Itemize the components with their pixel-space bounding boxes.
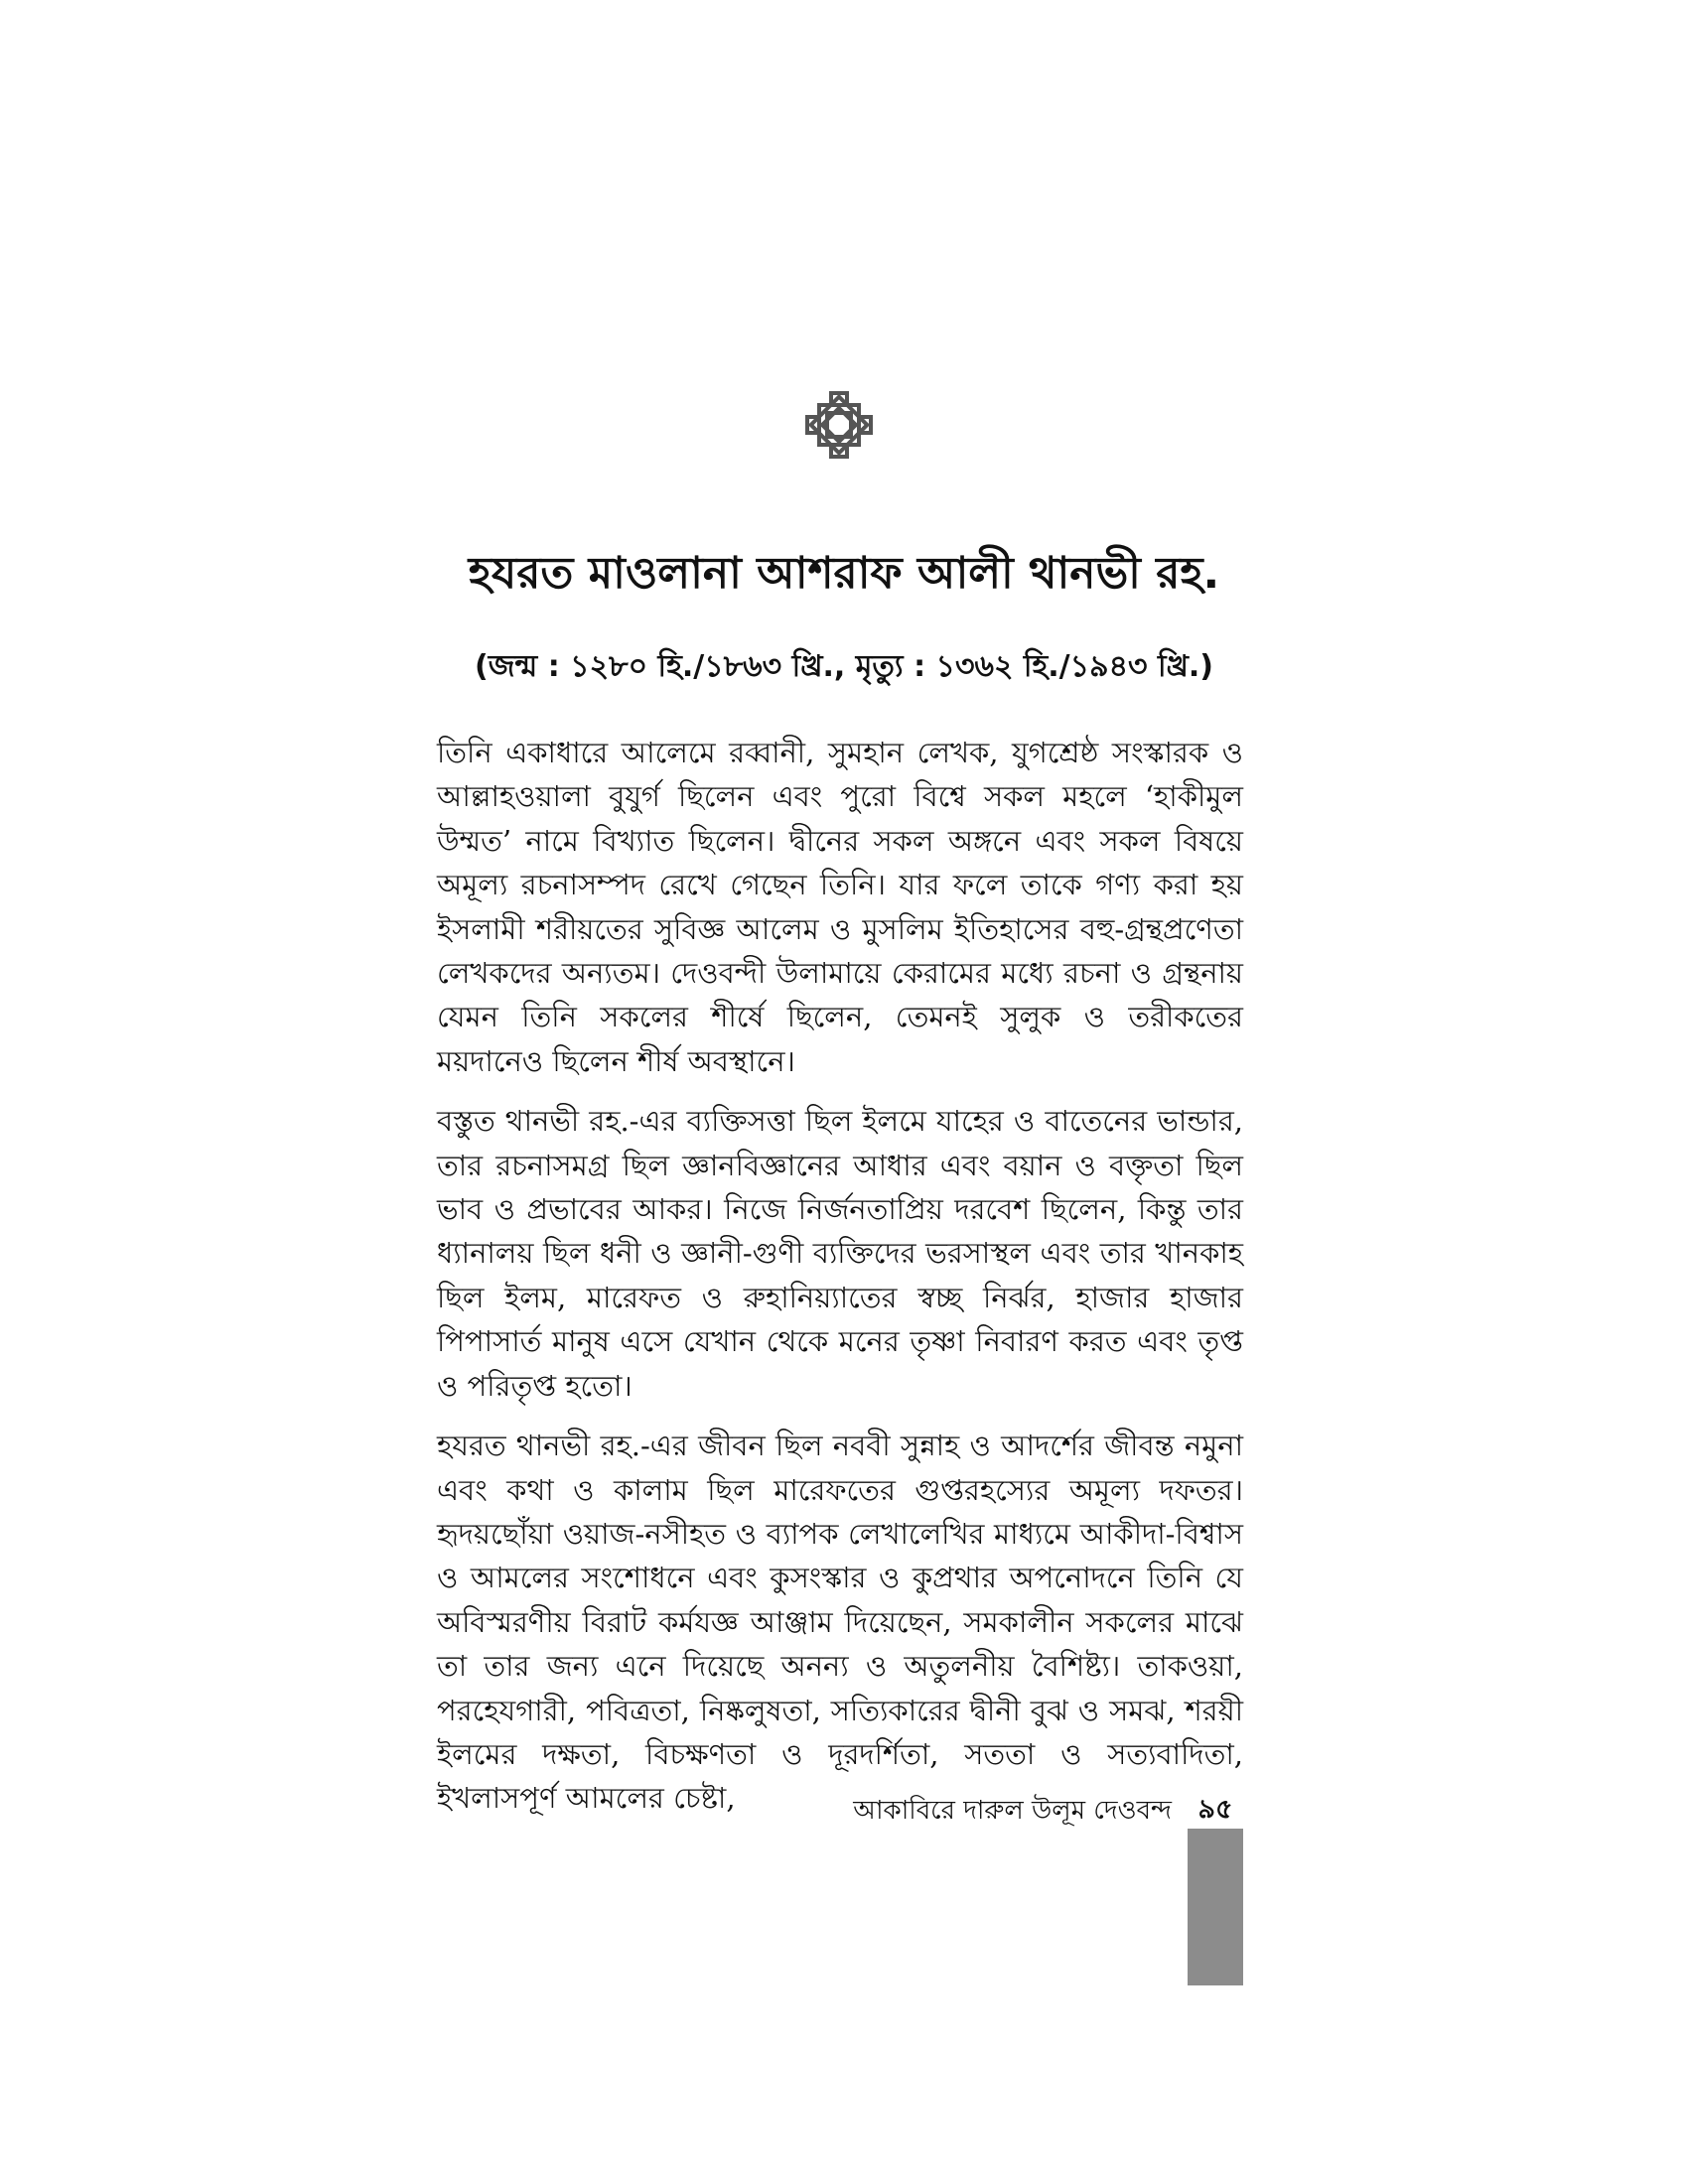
paragraph: তিনি একাধারে আলেমে রব্বানী, সুমহান লেখক, যুগশ্রেষ্ঠ সংস্কারক ও আল্লাহওয়ালা বুযুর্গ ছিলেন এবং পুরো বিশ্বে সকল মহলে ‘হাকীমুল উম্মত’ নামে বিখ্যাত ছিলেন। দ্বীনের সকল অঙ্গনে এবং সকল বিষয়ে অমূল্য রচনাসম্পদ রেখে গেছেন তিনি। যার ফলে তাকে গণ্য করা হয় ইসলামী শরীয়তের সুবিজ্ঞ আলেম ও মুসলিম ইতিহাসের বহু-গ্রন্থপ্রণেতা লেখকদের অন্যতম। দেওবন্দী উলামায়ে কেরামের মধ্যে রচনা ও গ্রন্থনায় যেমন তিনি সকলের শীর্ষে ছিলেন, তেমনই সুলুক ও তরীকতের ময়দানেও ছিলেন শীর্ষ অবস্থানে। bbox=[437, 736, 1243, 1078]
paragraph: হযরত থানভী রহ.-এর জীবন ছিল নববী সুন্নাহ ও আদর্শের জীবন্ত নমুনা এবং কথা ও কালাম ছিল মারেফতের গুপ্তরহস্যের অমূল্য দফতর। হৃদয়ছোঁয়া ওয়াজ-নসীহত ও ব্যাপক লেখালেখির মাধ্যমে আকীদা-বিশ্বাস ও আমলের সংশোধনে এবং কুসংস্কার ও কুপ্রথার অপনোদনে তিনি যে অবিস্মরণীয় বিরাট কর্মযজ্ঞ আঞ্জাম দিয়েছেন, সমকালীন সকলের মাঝে তা তার জন্য এনে দিয়েছে অনন্য ও অতুলনীয় বৈশিষ্ট্য। তাকওয়া, পরহেযগারী, পবিত্রতা, নিষ্কলুষতা, সত্যিকারের দ্বীনী বুঝ ও সমঝ, শরয়ী ইলমের দক্ষতা, বিচক্ষণতা ও দূরদর্শিতা, সততা ও সত্যবাদিতা, ইখলাসপূর্ণ আমলের চেষ্টা, bbox=[437, 1429, 1243, 1816]
octagram-knot-ornament-icon bbox=[797, 383, 881, 467]
body-text bbox=[437, 731, 1243, 1837]
thumb-tab bbox=[1188, 1829, 1243, 1985]
chapter-title: হযরত মাওলানা আশরাফ আলী থানভী রহ. bbox=[468, 548, 1220, 599]
life-dates: (জন্ম : ১২৮০ হি./১৮৬৩ খ্রি., মৃত্যু : ১৩৬২ হি./১৯৪৩ খ্রি.) bbox=[475, 649, 1213, 684]
page-number: ৯৫ bbox=[1197, 1794, 1233, 1825]
paragraph: বস্তুত থানভী রহ.-এর ব্যক্তিসত্তা ছিল ইলমে যাহের ও বাতেনের ভান্ডার, তার রচনাসমগ্র ছিল জ্ঞানবিজ্ঞানের আধার এবং বয়ান ও বক্তৃতা ছিল ভাব ও প্রভাবের আকর। নিজে নির্জনতাপ্রিয় দরবেশ ছিলেন, কিন্তু তার ধ্যানালয় ছিল ধনী ও জ্ঞানী-গুণী ব্যক্তিদের ভরসাস্থল এবং তার খানকাহ ছিল ইলম, মারেফত ও রুহানিয়্যাতের স্বচ্ছ নির্ঝর, হাজার হাজার পিপাসার্ত মানুষ এসে যেখান থেকে মনের তৃষ্ণা নিবারণ করত এবং তৃপ্ত ও পরিতৃপ্ত হতো। bbox=[437, 1104, 1243, 1403]
running-footer-title: আকাবিরে দারুল উলূম দেওবন্দ bbox=[853, 1796, 1172, 1826]
